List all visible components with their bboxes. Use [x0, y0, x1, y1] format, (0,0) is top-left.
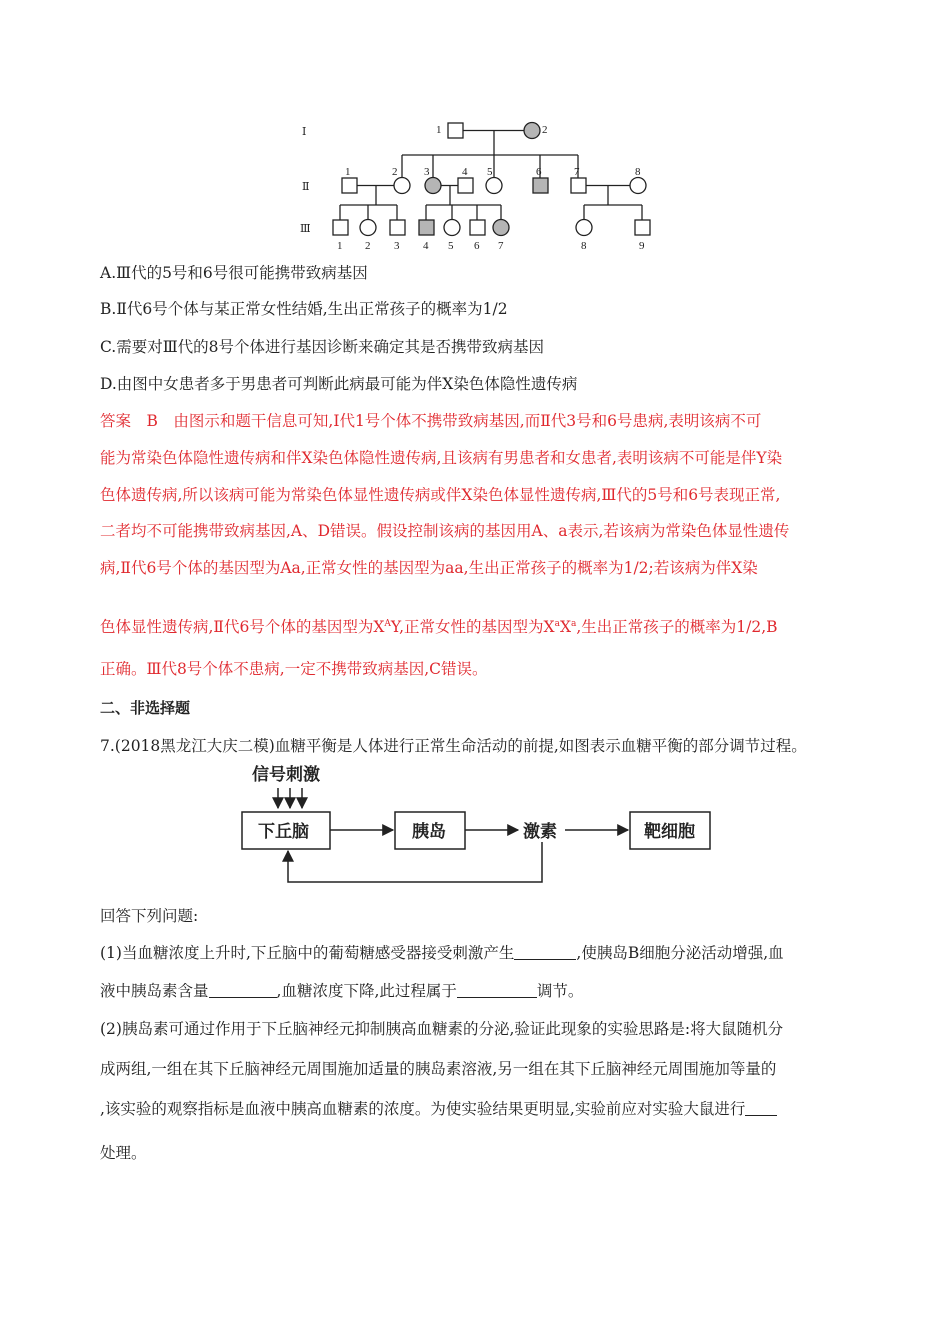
gen1-number-1: 1: [436, 124, 442, 136]
q7-part1-text-a: (1)当血糖浓度上升时,下丘脑中的葡萄糖感受器接受刺激产生: [100, 944, 515, 962]
gen3-number-7: 7: [498, 240, 504, 252]
section-heading: 二、非选择题: [100, 699, 191, 717]
gen3-female-8: [576, 220, 592, 236]
gen3-number-2: 2: [365, 240, 371, 252]
q7-prompt: 回答下列问题:: [100, 907, 199, 925]
target-cell-label: 靶细胞: [644, 822, 695, 841]
q7-part2-line1: (2)胰岛素可通过作用于下丘脑神经元抑制胰高血糖素的分泌,验证此现象的实验思路是:将大鼠随机分: [100, 1020, 784, 1038]
gen3-number-4: 4: [423, 240, 429, 252]
answer-line-6-part-b: Y,正常女性的基因型为X: [390, 618, 555, 636]
gen3-female-7-affected: [493, 220, 509, 236]
q7-part1-line1: [100, 942, 784, 964]
signal-label: 信号刺激: [252, 765, 320, 784]
gen2-female-2: [394, 178, 410, 194]
genotype-superscript-a-1: a: [554, 619, 560, 629]
gen3-number-1: 1: [337, 240, 343, 252]
answer-line-1: 答案 B 由图示和题干信息可知,Ⅰ代1号个体不携带致病基因,而Ⅱ代3号和6号患病,表明该病不可: [100, 412, 762, 430]
hypothalamus-label: 下丘脑: [258, 822, 309, 841]
gen3-number-3: 3: [394, 240, 400, 252]
gen2-number-3: 3: [424, 166, 430, 178]
gen2-female-5: [486, 178, 502, 194]
gen2-male-6-affected: [533, 178, 548, 193]
answer-line-6-part-c: X: [559, 618, 571, 636]
gen-label-3: Ⅲ: [300, 223, 311, 235]
gen3-female-2: [360, 220, 376, 236]
gen2-female-8: [630, 178, 646, 194]
option-b: B.Ⅱ代6号个体与某正常女性结婚,生出正常孩子的概率为1/2: [100, 300, 508, 318]
q7-part2-text-a: ,该实验的观察指标是血液中胰高血糖素的浓度。为使实验结果更明显,实验前应对实验大鼠进行: [100, 1100, 746, 1118]
gen3-number-9: 9: [639, 240, 645, 252]
q7-part2-line2: 成两组,一组在其下丘脑神经元周围施加适量的胰岛素溶液,另一组在其下丘脑神经元周围施加等量的: [100, 1060, 777, 1078]
q7-part1-text-e: 调节。: [536, 982, 584, 1000]
q7-part1-line2: [100, 980, 583, 1002]
genotype-superscript-a-2: a: [571, 619, 577, 629]
gen3-number-5: 5: [448, 240, 454, 252]
islet-label: 胰岛: [412, 822, 446, 841]
answer-blank-2[interactable]: [209, 983, 277, 998]
answer-line-7: 正确。Ⅲ代8号个体不患病,一定不携带致病基因,C错误。: [100, 660, 488, 678]
gen1-number-2: 2: [542, 124, 548, 136]
gen2-male-7: [571, 178, 586, 193]
gen2-male-1: [342, 178, 357, 193]
q7-part1-text-d: ,血糖浓度下降,此过程属于: [276, 982, 457, 1000]
answer-line-6-part-d: ,生出正常孩子的概率为1/2,B: [576, 618, 778, 636]
gen3-male-6: [470, 220, 485, 235]
gen2-number-1: 1: [345, 166, 351, 178]
gen2-number-7: 7: [574, 166, 580, 178]
answer-blank-1[interactable]: [514, 945, 576, 960]
answer-line-5: 病,Ⅱ代6号个体的基因型为Aa,正常女性的基因型为aa,生出正常孩子的概率为1/2;若该病为伴X染: [100, 559, 758, 577]
q7-stem: 7.(2018黑龙江大庆二模)血糖平衡是人体进行正常生命活动的前提,如图表示血糖平衡的部分调节过程。: [100, 737, 807, 755]
answer-line-4: 二者均不可能携带致病基因,A、D错误。假设控制该病的基因用A、a表示,若该病为常染色体显性遗传: [100, 522, 790, 540]
q7-part1-text-c: 液中胰岛素含量: [100, 982, 209, 1000]
q7-part1-text-b: ,使胰岛B细胞分泌活动增强,血: [576, 944, 784, 962]
regulation-diagram: [230, 760, 730, 890]
answer-line-3: 色体遗传病,所以该病可能为常染色体显性遗传病或伴X染色体显性遗传病,Ⅲ代的5号和6号表现正常,: [100, 486, 781, 504]
gen3-male-4-affected: [419, 220, 434, 235]
answer-blank-4[interactable]: [745, 1101, 777, 1116]
gen2-number-8: 8: [635, 166, 641, 178]
option-d: D.由图中女患者多于男患者可判断此病最可能为伴X染色体隐性遗传病: [100, 375, 578, 393]
gen1-male-1: [448, 123, 463, 138]
answer-line-6: [100, 613, 778, 638]
gen2-number-5: 5: [487, 166, 493, 178]
gen3-number-8: 8: [581, 240, 587, 252]
answer-line-6-part-a: 色体显性遗传病,Ⅱ代6号个体的基因型为X: [100, 618, 385, 636]
gen3-female-5: [444, 220, 460, 236]
gen3-number-6: 6: [474, 240, 480, 252]
gen2-number-4: 4: [462, 166, 468, 178]
gen2-male-4: [458, 178, 473, 193]
option-a: A.Ⅲ代的5号和6号很可能携带致病基因: [100, 264, 368, 282]
gen2-female-3-affected: [425, 178, 441, 194]
gen3-male-1: [333, 220, 348, 235]
answer-blank-3[interactable]: [457, 983, 537, 998]
gen2-number-2: 2: [392, 166, 398, 178]
genotype-superscript-A: A: [384, 619, 391, 629]
q7-part2-line3: [100, 1098, 777, 1120]
gen-label-2: Ⅱ: [302, 181, 310, 193]
gen2-number-6: 6: [536, 166, 542, 178]
gen3-male-9: [635, 220, 650, 235]
q7-part2-line4: 处理。: [100, 1144, 147, 1162]
gen3-male-3: [390, 220, 405, 235]
gen1-female-2-affected: [524, 123, 540, 139]
pedigree-chart: [290, 115, 670, 255]
option-c: C.需要对Ⅲ代的8号个体进行基因诊断来确定其是否携带致病基因: [100, 338, 545, 356]
gen-label-1: Ⅰ: [302, 126, 307, 138]
hormone-label: 激素: [523, 822, 557, 841]
answer-line-2: 能为常染色体隐性遗传病和伴X染色体隐性遗传病,且该病有男患者和女患者,表明该病不可能是伴Y染: [100, 449, 783, 467]
